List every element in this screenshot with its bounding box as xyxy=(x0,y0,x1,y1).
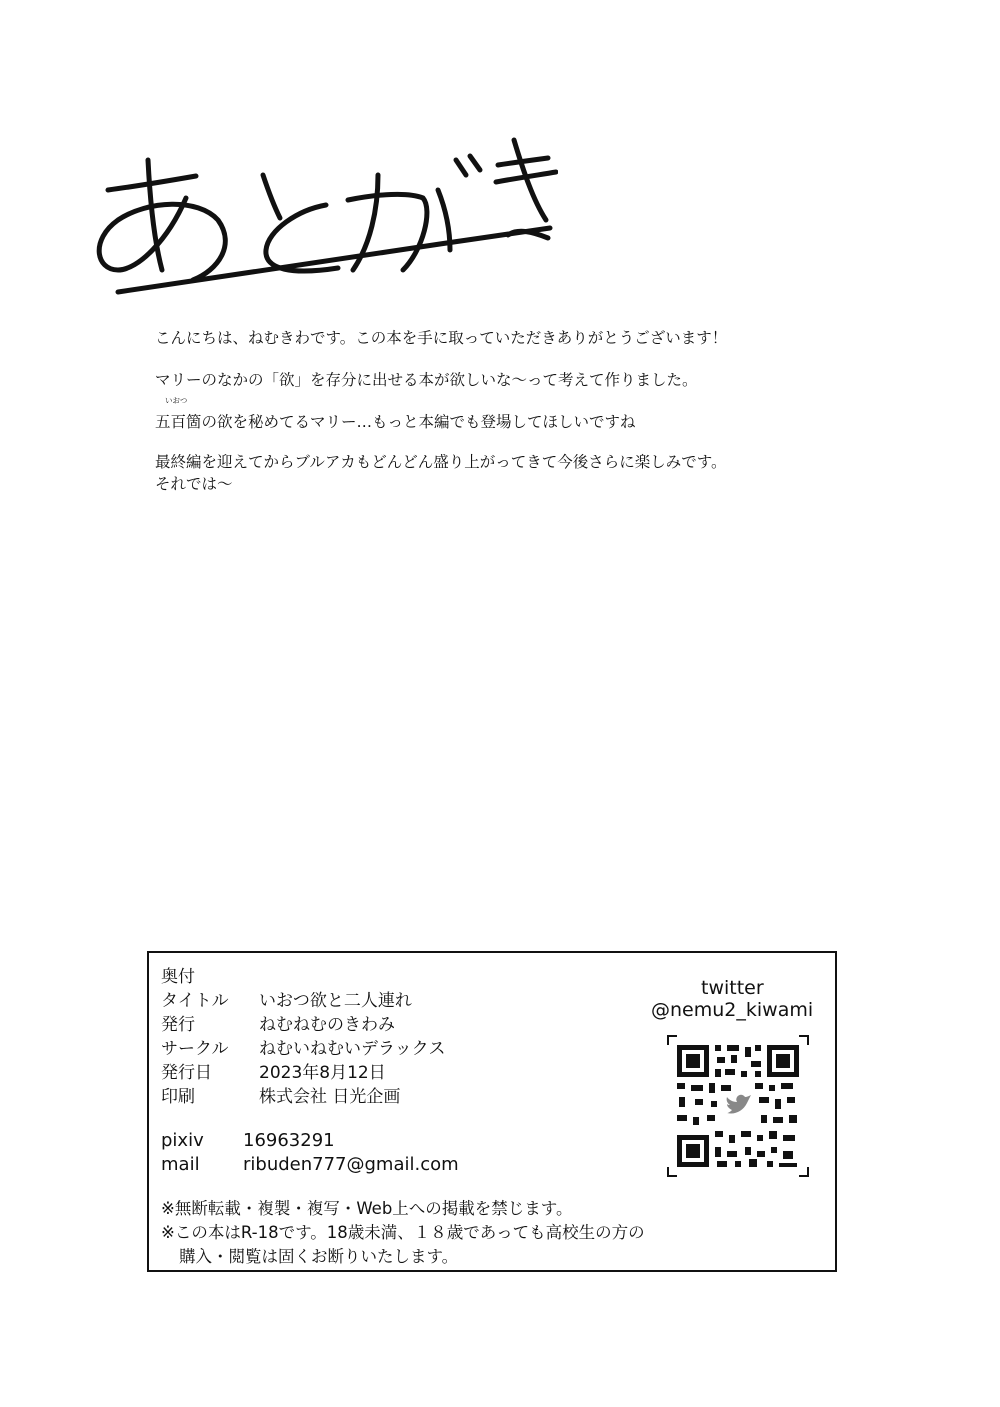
body-paragraph-greeting: こんにちは、ねむきわです。この本を手に取っていただきありがとうございます！ xyxy=(155,329,728,347)
colophon-row-printer xyxy=(161,1087,400,1107)
twitter-bird-icon xyxy=(723,1091,753,1121)
twitter-handle[interactable]: @nemu2_kiwami xyxy=(651,999,814,1021)
email-address[interactable]: ribuden777@gmail.com xyxy=(243,1154,459,1175)
colophon-key: サークル xyxy=(161,1039,229,1059)
colophon-value: いおつ欲と二人連れ xyxy=(259,991,412,1011)
colophon-key: タイトル xyxy=(161,991,229,1011)
colophon-key: 発行日 xyxy=(161,1063,212,1083)
note-no-reproduction: ※無断転載・複製・複写・Web上への掲載を禁じます。 xyxy=(161,1199,573,1218)
colophon-row-circle xyxy=(161,1039,446,1059)
colophon-value: ねむいねむいデラックス xyxy=(259,1039,446,1059)
body-paragraph-concept: マリーのなかの「欲」を存分に出せる本が欲しいな〜って考えて作りました。 xyxy=(155,371,698,389)
body-paragraph-closing: それでは〜 xyxy=(155,475,233,493)
colophon-notes xyxy=(161,1197,645,1269)
colophon-row-date xyxy=(161,1063,386,1083)
twitter-label: twitter xyxy=(701,977,764,999)
contact-pixiv xyxy=(161,1130,335,1152)
body-paragraph-final-arc: 最終編を迎えてからブルアカもどんどん盛り上がってきて今後さらに楽しみです。 xyxy=(155,453,727,471)
colophon-row-publisher xyxy=(161,1015,395,1035)
colophon-value: 2023年8月12日 xyxy=(259,1063,386,1083)
colophon-box xyxy=(147,951,837,1272)
colophon-key: 発行 xyxy=(161,1015,195,1035)
colophon-key: 印刷 xyxy=(161,1087,195,1107)
colophon-value: 株式会社 日光企画 xyxy=(259,1087,401,1107)
qr-code[interactable] xyxy=(667,1035,809,1177)
note-r18: ※この本はR-18です。18歳未満、１８歳であっても高校生の方の xyxy=(161,1223,645,1242)
contact-key: pixiv xyxy=(161,1130,204,1151)
pixiv-id[interactable]: 16963291 xyxy=(243,1130,335,1151)
ruby-reading: いおつ xyxy=(165,396,188,405)
contact-mail xyxy=(161,1154,459,1176)
note-r18-continued: 購入・閲覧は固くお断りいたします。 xyxy=(179,1247,459,1266)
colophon-heading: 奥付 xyxy=(161,967,195,987)
afterword-title-handwritten xyxy=(78,120,558,305)
colophon-value: ねむねむのきわみ xyxy=(259,1015,395,1035)
colophon-row-title xyxy=(161,991,412,1011)
contact-key: mail xyxy=(161,1154,200,1175)
body-paragraph-marie: 五百箇の欲を秘めてるマリー…もっと本編でも登場してほしいですね xyxy=(155,413,636,431)
